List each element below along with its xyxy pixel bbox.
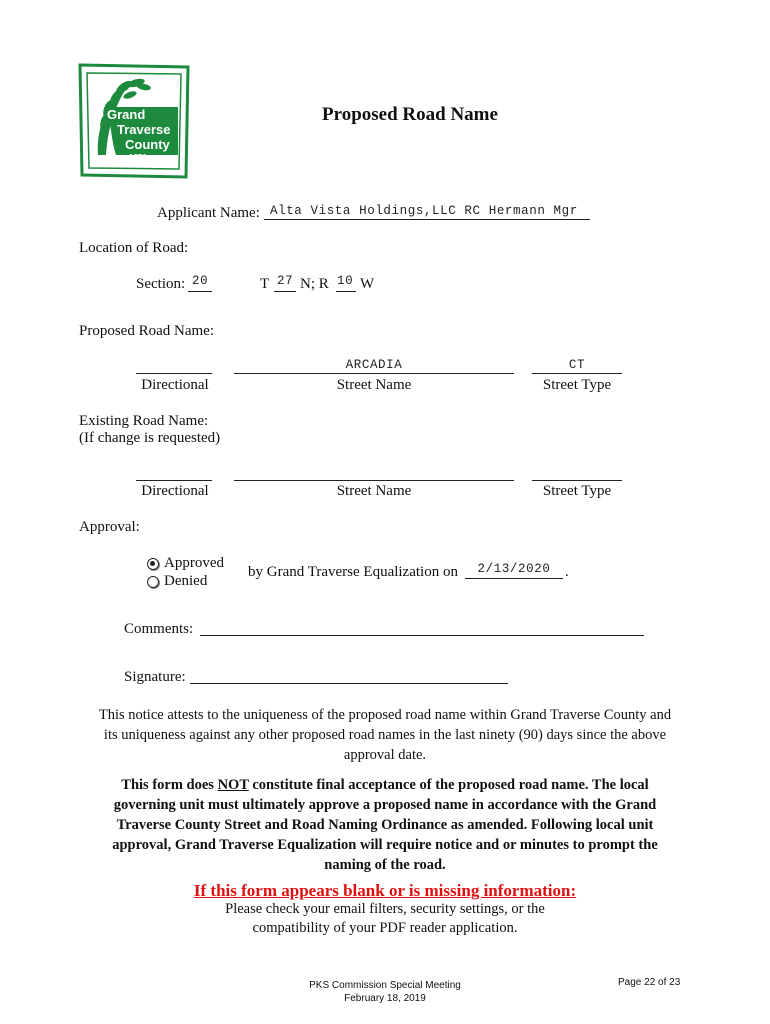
existing-directional-caption: Directional: [141, 483, 209, 499]
notice-line-2: its uniqueness against any other proposed road names in the last ninety (90) days since the above: [103, 727, 667, 743]
section-label: Section:: [136, 276, 186, 292]
proposed-street-type-value: CT: [568, 358, 586, 372]
blank-warning-line-2: compatibility of your PDF reader application.: [252, 920, 518, 936]
disclaimer-line-4: approval, Grand Traverse Equalization will require notice and or minutes to prompt the: [112, 837, 658, 853]
applicant-label: Applicant Name:: [157, 205, 260, 221]
signature-label: Signature:: [124, 669, 186, 685]
proposed-street-name-caption: Street Name: [336, 377, 412, 393]
logo-year: 1851: [129, 153, 147, 162]
approval-by-text: by Grand Traverse Equalization on: [248, 564, 458, 580]
comments-label: Comments:: [124, 621, 194, 637]
notice-line-1: This notice attests to the uniqueness of the proposed road name within Grand Traverse County and: [98, 707, 672, 723]
footer-meeting: [285, 979, 485, 1005]
approval-date-value: 2/13/2020: [477, 562, 551, 576]
blank-warning-line-1: Please check your email filters, security settings, or the: [225, 901, 545, 917]
approval-date-field[interactable]: [465, 578, 563, 579]
form-title: Proposed Road Name: [322, 104, 498, 125]
disclaimer-part-2: constitute final acceptance of the proposed road name. The local: [248, 777, 649, 793]
existing-directional-field[interactable]: [136, 480, 212, 481]
blank-warning-heading: If this form appears blank or is missing information:: [193, 881, 577, 900]
west-label: W: [360, 276, 375, 292]
approval-label: Approval:: [79, 519, 140, 535]
acceptance-disclaimer: [60, 775, 710, 875]
denied-label: Denied: [164, 573, 208, 589]
approved-radio-dot: [150, 561, 155, 566]
comments-field[interactable]: [200, 635, 644, 636]
proposed-street-type-field[interactable]: [532, 373, 622, 374]
range-value: 10: [337, 274, 354, 288]
township-label: T: [260, 276, 270, 292]
footer-page-number: Page 22 of 23: [618, 977, 681, 988]
proposed-street-type-caption: Street Type: [542, 377, 612, 393]
disclaimer-part-1: This form does: [121, 777, 218, 793]
existing-street-name-field[interactable]: [234, 480, 514, 481]
footer-meeting-line-1: PKS Commission Special Meeting: [309, 980, 461, 991]
approved-radio[interactable]: [147, 558, 159, 570]
proposed-directional-field[interactable]: [136, 373, 212, 374]
logo-text-county: County: [125, 137, 170, 152]
proposed-road-label: Proposed Road Name:: [79, 323, 214, 339]
logo-text-traverse: Traverse: [117, 122, 171, 137]
existing-street-name-caption: Street Name: [336, 483, 412, 499]
disclaimer-line-1: [60, 775, 710, 795]
existing-road-label: Existing Road Name:: [79, 413, 209, 429]
proposed-street-name-field[interactable]: [234, 373, 514, 374]
applicant-name-field[interactable]: [264, 219, 590, 220]
approved-label: Approved: [164, 555, 224, 571]
applicant-name-value: Alta Vista Holdings,LLC RC Hermann Mgr: [270, 204, 578, 218]
county-logo: [78, 63, 190, 179]
existing-road-note: (If change is requested): [79, 430, 221, 446]
proposed-directional-caption: Directional: [141, 377, 209, 393]
approval-period: .: [565, 564, 569, 580]
township-value: 27: [277, 274, 294, 288]
proposed-street-name-value: ARCADIA: [345, 358, 403, 372]
denied-radio[interactable]: [147, 576, 159, 588]
range-field[interactable]: [336, 291, 356, 292]
signature-field[interactable]: [190, 683, 508, 684]
disclaimer-line-3: Traverse County Street and Road Naming Ordinance as amended. Following local unit: [116, 817, 654, 833]
north-range-label: N; R: [300, 276, 329, 292]
disclaimer-not: NOT: [217, 777, 249, 793]
uniqueness-notice: [58, 705, 712, 765]
notice-line-3: approval date.: [343, 747, 427, 763]
section-value: 20: [192, 274, 209, 288]
section-field[interactable]: [188, 291, 212, 292]
disclaimer-line-2: governing unit must ultimately approve a proposed name in accordance with the Grand: [113, 797, 657, 813]
disclaimer-line-5: naming of the road.: [324, 857, 446, 873]
township-field[interactable]: [274, 291, 296, 292]
existing-street-type-field[interactable]: [532, 480, 622, 481]
logo-text-grand: Grand: [107, 107, 146, 122]
location-label: Location of Road:: [79, 240, 189, 256]
footer-meeting-line-2: February 18, 2019: [344, 993, 426, 1004]
existing-street-type-caption: Street Type: [542, 483, 612, 499]
